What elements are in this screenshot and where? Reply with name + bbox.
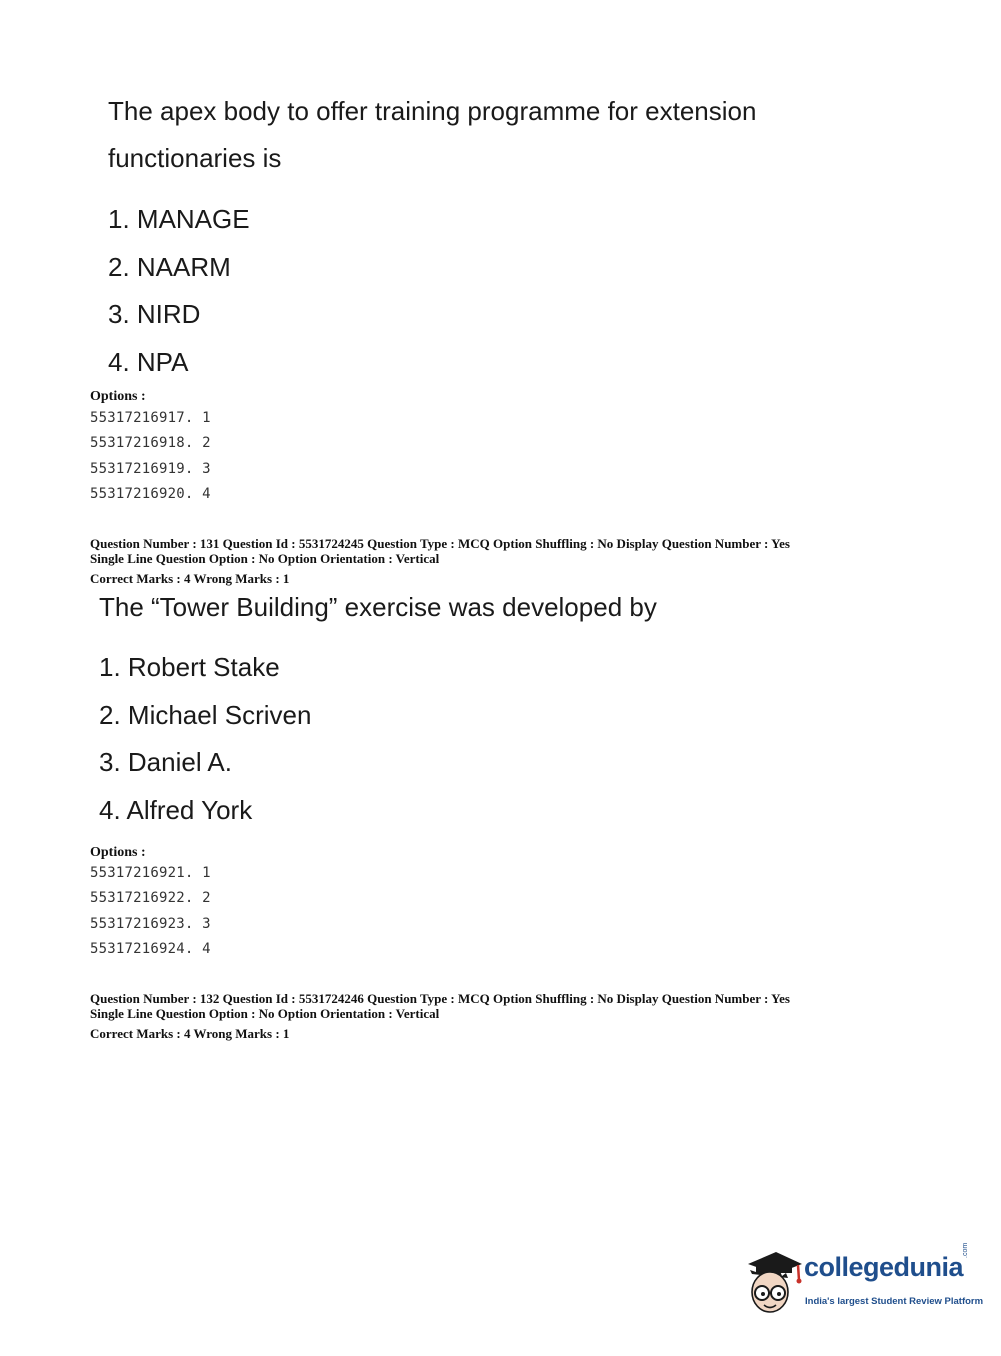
options-label: Options : (90, 389, 146, 404)
option-id: 55317216923. 3 (90, 915, 211, 932)
question-line: functionaries is (108, 143, 282, 173)
question-line: The apex body to offer training programme for extension (108, 96, 757, 126)
question-131-meta (90, 536, 790, 586)
mascot-icon (742, 1250, 804, 1320)
choice-item: 3. NIRD (108, 299, 201, 329)
meta-line: Single Line Question Option : No Option Orientation : Vertical (90, 551, 440, 566)
question-130-choices (108, 196, 250, 386)
option-id: 55317216919. 3 (90, 460, 211, 477)
option-id: 55317216917. 1 (90, 410, 211, 426)
option-id: 55317216922. 2 (90, 890, 211, 907)
choice-item: 1. Robert Stake (99, 652, 280, 682)
option-id-list (90, 861, 211, 962)
question-line: The “Tower Building” exercise was developed by (99, 592, 657, 622)
choice-item: 2. Michael Scriven (99, 699, 312, 730)
choice-item: 1. MANAGE (108, 204, 250, 234)
logo-tagline: India's largest Student Review Platform (805, 1296, 984, 1307)
question-130-text (108, 88, 756, 182)
choice-item: 3. Daniel A. (99, 747, 232, 777)
question-131-choices (99, 644, 311, 834)
logo-wordmark: collegedunia (804, 1252, 964, 1282)
option-id-list (90, 406, 211, 507)
choice-item: 2. NAARM (108, 251, 231, 282)
question-131-text (99, 584, 657, 631)
choice-item: 4. NPA (108, 346, 189, 377)
option-id: 55317216918. 2 (90, 435, 211, 452)
logo-suffix: .com (962, 1242, 969, 1258)
option-id: 55317216920. 4 (90, 485, 211, 502)
options-label: Options : (90, 845, 146, 860)
meta-marks: Correct Marks : 4 Wrong Marks : 1 (90, 571, 290, 586)
meta-line: Single Line Question Option : No Option Orientation : Vertical (90, 1006, 440, 1021)
option-id: 55317216921. 1 (90, 865, 211, 881)
meta-line: Question Number : 131 Question Id : 5531724245 Question Type : MCQ Option Shuffling : No Display Question Number : Yes (90, 536, 790, 551)
meta-marks: Correct Marks : 4 Wrong Marks : 1 (90, 1026, 290, 1041)
meta-line: Question Number : 132 Question Id : 5531724246 Question Type : MCQ Option Shuffling : No Display Question Number : Yes (90, 991, 790, 1006)
question-132-meta (90, 991, 790, 1041)
collegedunia-logo (742, 1242, 984, 1320)
choice-item: 4. Alfred York (99, 794, 253, 825)
option-id: 55317216924. 4 (90, 940, 211, 957)
